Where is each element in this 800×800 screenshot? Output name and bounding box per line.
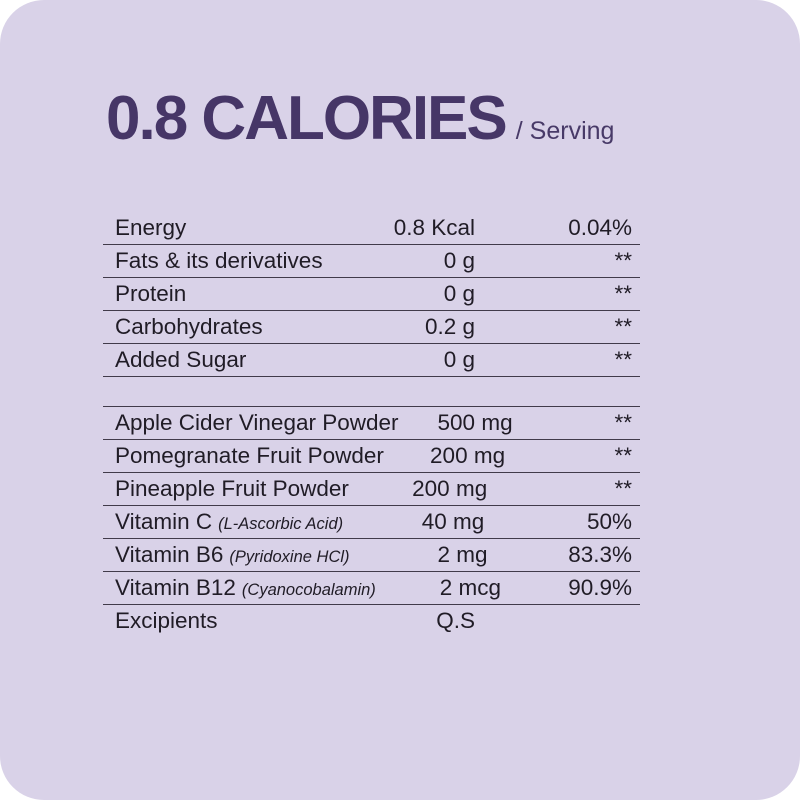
- table-row: [103, 538, 640, 571]
- nutrient-amount: 0 g: [443, 248, 475, 273]
- nutrient-amount: 500 mg: [437, 410, 513, 435]
- nutrient-subname: (Cyanocobalamin): [241, 581, 376, 599]
- nutrient-name: Pomegranate Fruit Powder: [115, 443, 384, 468]
- nutrient-amount: 2 mg: [437, 542, 488, 567]
- nutrient-amount: 40 mg: [421, 509, 485, 534]
- table-row: [103, 406, 640, 439]
- nutrient-subname: (Pyridoxine HCl): [229, 548, 350, 566]
- per-serving-label: / Serving: [515, 117, 615, 145]
- section-divider-gap: [103, 377, 640, 406]
- nutrient-name: Pineapple Fruit Powder: [115, 476, 349, 501]
- nutrient-name: Fats & its derivatives: [115, 248, 323, 273]
- nutrient-name: Vitamin B12 (Cyanocobalamin): [115, 575, 376, 600]
- table-row: [103, 472, 640, 505]
- nutrient-name: Added Sugar: [115, 347, 247, 372]
- nutrient-rda-percent: **: [614, 281, 632, 306]
- nutrient-amount: 0 g: [443, 347, 475, 372]
- table-row: [103, 212, 640, 245]
- nutrient-name: Apple Cider Vinegar Powder: [115, 410, 399, 435]
- nutrient-amount: 0.8 Kcal: [393, 215, 475, 240]
- table-row: [103, 344, 640, 377]
- nutrient-amount: 0 g: [443, 281, 475, 306]
- nutrient-rda-percent: **: [614, 314, 632, 339]
- table-row: [103, 311, 640, 344]
- table-row: [103, 505, 640, 538]
- nutrient-rda-percent: 0.04%: [568, 215, 632, 240]
- nutrient-name: Vitamin B6 (Pyridoxine HCl): [115, 542, 350, 567]
- nutrient-amount: 0.2 g: [424, 314, 475, 339]
- nutrient-rda-percent: 83.3%: [568, 542, 632, 567]
- nutrient-name: Carbohydrates: [115, 314, 263, 339]
- nutrient-amount: Q.S: [436, 608, 475, 633]
- nutrient-rda-percent: **: [614, 248, 632, 273]
- nutrient-rda-percent: 90.9%: [568, 575, 632, 600]
- nutrition-section-ingredients: [103, 406, 640, 637]
- nutrient-name: Excipients: [115, 608, 218, 633]
- nutrient-amount: 200 mg: [430, 443, 506, 468]
- nutrient-name: Vitamin C (L-Ascorbic Acid): [115, 509, 344, 534]
- nutrient-amount: 200 mg: [412, 476, 488, 501]
- nutrition-section-macros: [103, 212, 640, 377]
- nutrient-subname: (L-Ascorbic Acid): [218, 515, 344, 533]
- nutrition-table: [103, 212, 640, 637]
- table-row: [103, 278, 640, 311]
- nutrient-rda-percent: **: [614, 476, 632, 501]
- table-row: [103, 571, 640, 604]
- table-row: [103, 439, 640, 472]
- calories-title: 0.8 CALORIES: [106, 84, 506, 153]
- nutrient-rda-percent: 50%: [586, 509, 632, 534]
- nutrient-amount: 2 mcg: [439, 575, 501, 600]
- nutrient-rda-percent: **: [614, 410, 632, 435]
- nutrient-name: Protein: [115, 281, 187, 306]
- nutrient-rda-percent: **: [614, 347, 632, 372]
- nutrient-name: Energy: [115, 215, 187, 240]
- calories-header: [106, 84, 615, 153]
- table-row: [103, 604, 640, 637]
- nutrient-rda-percent: **: [614, 443, 632, 468]
- table-row: [103, 245, 640, 278]
